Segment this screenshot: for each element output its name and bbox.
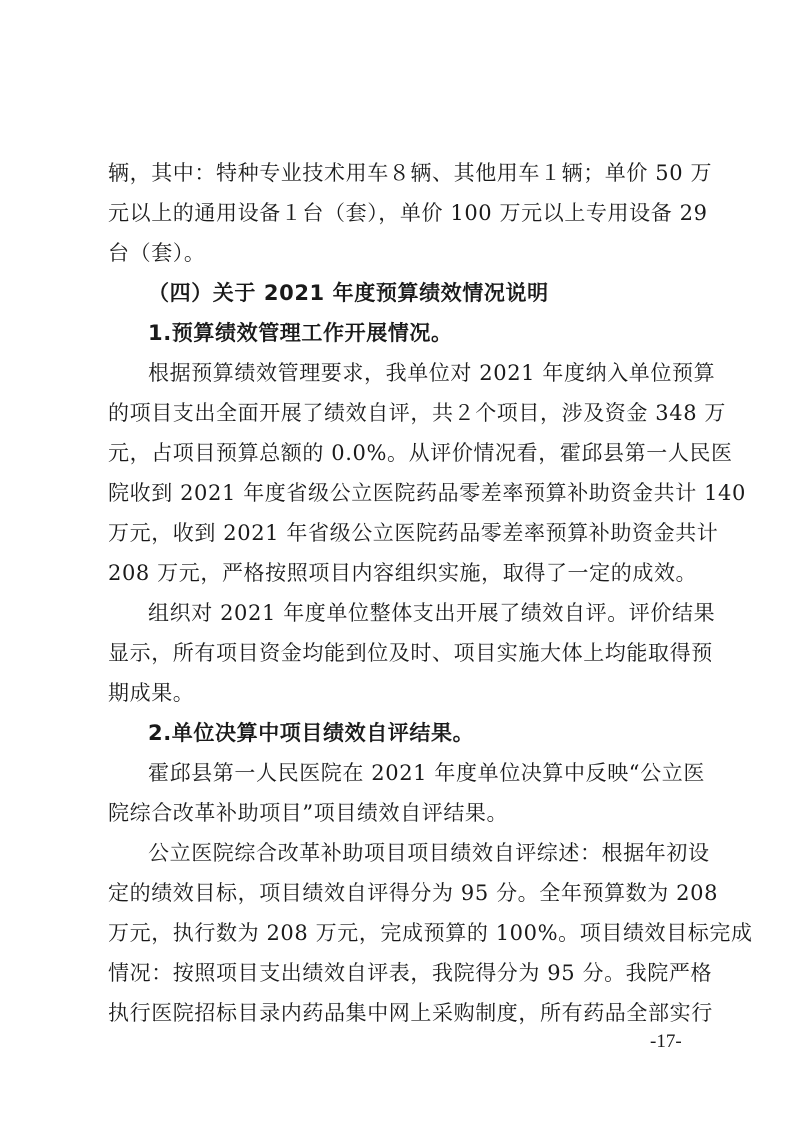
page-number: -17-: [650, 1031, 682, 1052]
text-line: 万元，收到 2021 年省级公立医院药品零差率预算补助资金共计: [108, 521, 719, 545]
text-line: 组织对 2021 年度单位整体支出开展了绩效自评。评价结果: [148, 601, 716, 625]
text-line: 根据预算绩效管理要求，我单位对 2021 年度纳入单位预算: [148, 361, 716, 385]
text-line: 208 万元，严格按照项目内容组织实施，取得了一定的成效。: [108, 561, 698, 585]
text-line: 情况：按照项目支出绩效自评表，我院得分为 95 分。我院严格: [108, 961, 713, 985]
text-line: 元，占项目预算总额的 0.0%。从评价情况看，霍邱县第一人民医: [108, 441, 733, 465]
text-line: 的项目支出全面开展了绩效自评，共２个项目，涉及资金 348 万: [108, 401, 727, 425]
sub-heading-2: 2.单位决算中项目绩效自评结果。: [148, 721, 475, 745]
text-line: 辆，其中：特种专业技术用车８辆、其他用车１辆；单价 50 万: [108, 161, 713, 185]
text-line: 元以上的通用设备１台（套），单价 100 万元以上专用设备 29: [108, 201, 708, 225]
text-line: 期成果。: [108, 681, 195, 705]
section-heading: （四）关于 2021 年度预算绩效情况说明: [148, 281, 549, 305]
text-line: 定的绩效目标，项目绩效自评得分为 95 分。全年预算数为 208: [108, 881, 719, 905]
text-line: 万元，执行数为 208 万元，完成预算的 100%。项目绩效目标完成: [108, 921, 753, 945]
text-line: 执行医院招标目录内药品集中网上采购制度，所有药品全部实行: [108, 1001, 713, 1025]
text-line: 院综合改革补助项目”项目绩效自评结果。: [108, 801, 509, 825]
text-line: 公立医院综合改革补助项目项目绩效自评综述：根据年初设: [148, 841, 710, 865]
text-line: 院收到 2021 年度省级公立医院药品零差率预算补助资金共计 140: [108, 481, 746, 505]
sub-heading-1: 1.预算绩效管理工作开展情况。: [148, 321, 453, 345]
text-line: 霍邱县第一人民医院在 2021 年度单位决算中反映“公立医: [148, 761, 705, 785]
text-line: 台（套）。: [108, 241, 206, 265]
text-line: 显示，所有项目资金均能到位及时、项目实施大体上均能取得预: [108, 641, 713, 665]
